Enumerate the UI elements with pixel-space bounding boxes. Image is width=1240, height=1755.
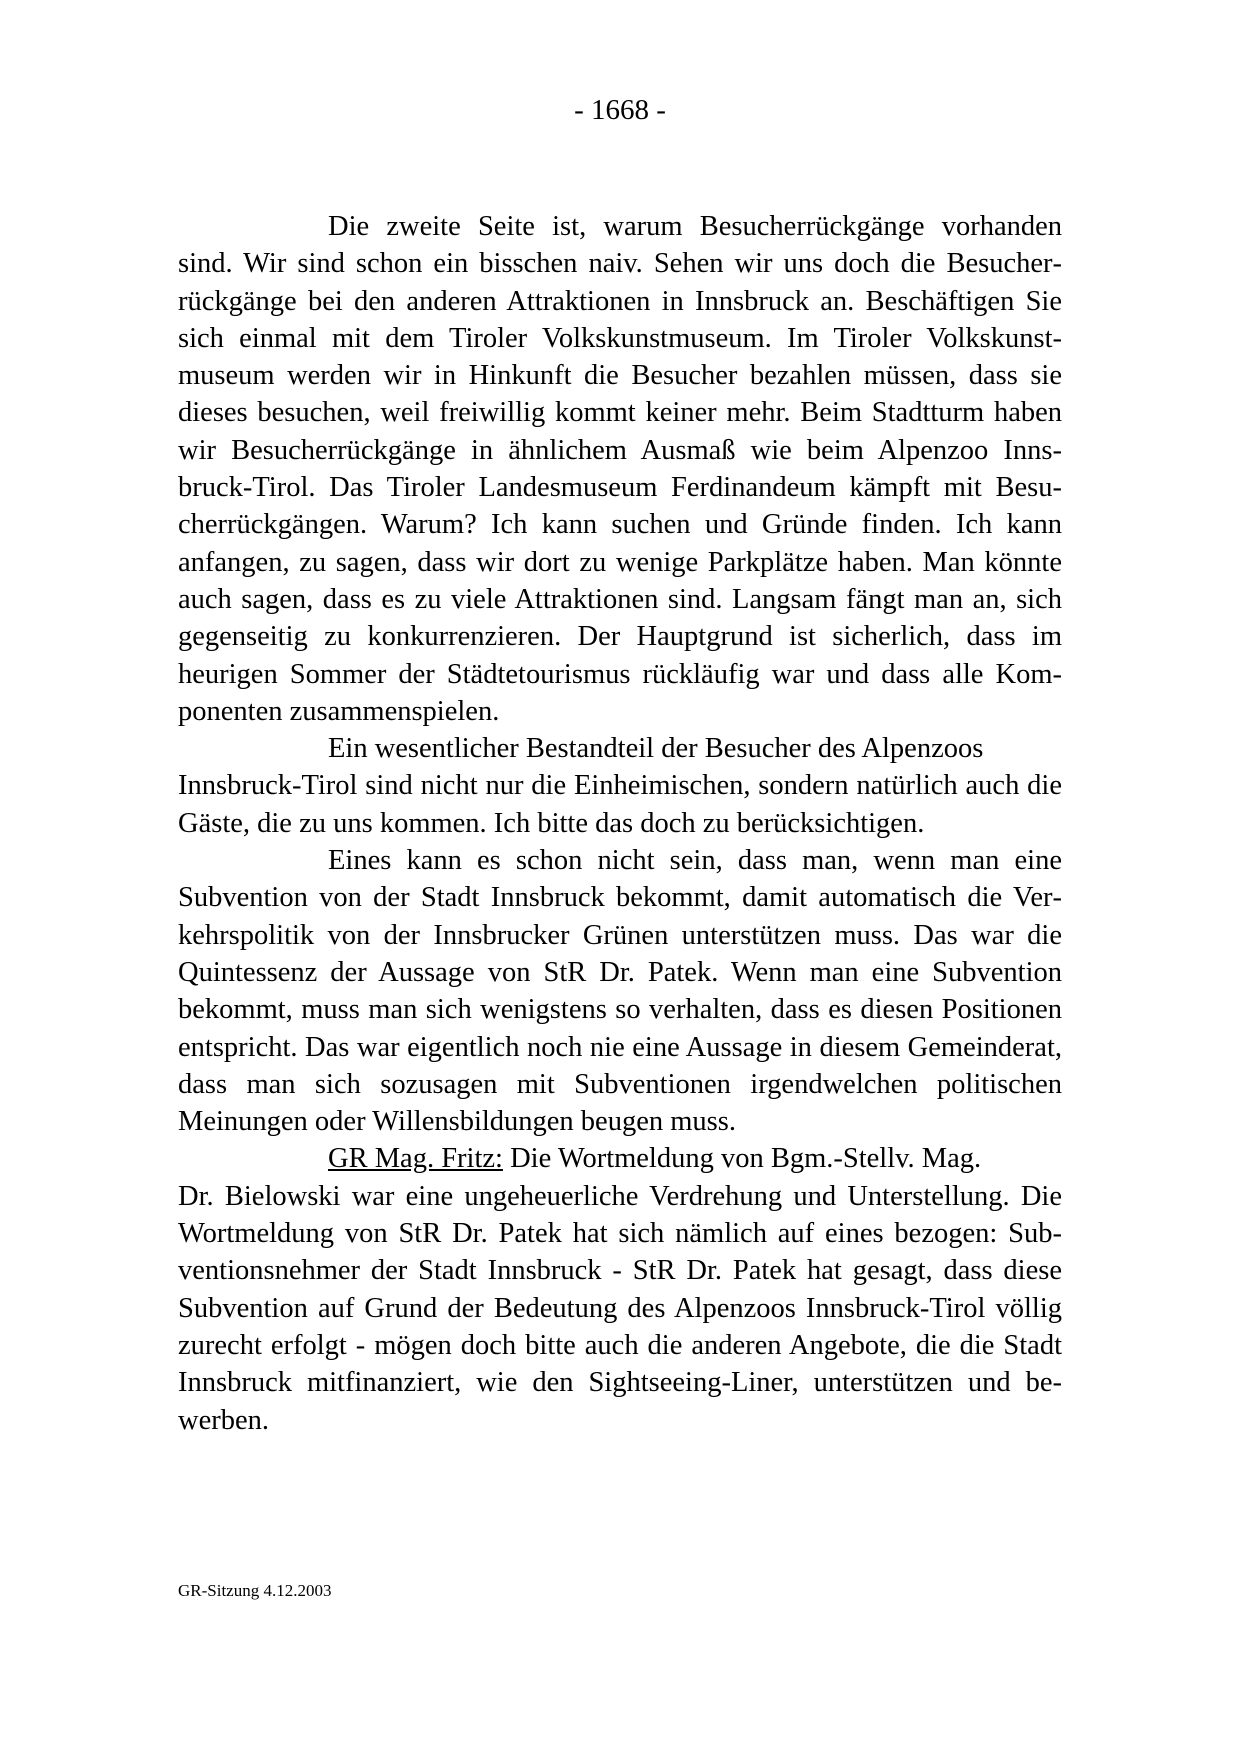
- paragraph-visitor-decline: Die zweite Seite ist, warum Besucherrückgänge vorhanden sind. Wir sind schon ein bisschen naiv. Sehen wir uns doch die Besucherrückgänge bei den anderen Attraktionen in Innsbruck an. Beschäftigen Sie sich einmal mit dem Tiroler Volkskunstmuseum. Im Tiroler Volkskunstmuseum werden wir in Hinkunft die Besucher bezahlen müssen, dass sie dieses besuchen, weil freiwillig kommt keiner mehr. Beim Stadtturm haben wir Besucherrückgänge in ähnlichem Ausmaß wie beim Alpenzoo Innsbruck-Tirol. Das Tiroler Landesmuseum Ferdinandeum kämpft mit Besucherrückgängen. Warum? Ich kann suchen und Gründe finden. Ich kann anfangen, zu sagen, dass wir dort zu wenige Parkplätze haben. Man könnte auch sagen, dass es zu viele Attraktionen sind. Langsam fängt man an, sich gegenseitig zu konkurrenzieren. Der Hauptgrund ist sicherlich, dass im heurigen Sommer der Städtetourismus rückläufig war und dass alle Komponenten zusammenspielen.: [178, 211, 1062, 727]
- paragraph-subvention: Eines kann es schon nicht sein, dass man, wenn man eine Subvention von der Stadt Innsbruck bekommt, damit automatisch die Verkehrspolitik von der Innsbrucker Grünen unterstützen muss. Das war die Quintessenz der Aussage von StR Dr. Patek. Wenn man eine Subvention bekommt, muss man sich wenigstens so verhalten, dass es diesen Positionen entspricht. Das war eigentlich noch nie eine Aussage in diesem Gemeinderat, dass man sich sozusagen mit Subventionen irgendwelchen politischen Meinungen oder Willensbildungen beugen muss.: [178, 845, 1062, 1138]
- speaker-name: GR Mag. Fritz:: [328, 1143, 503, 1175]
- paragraph-fritz-statement: [178, 1140, 1062, 1438]
- paragraph-guests-rest: Innsbruck-Tirol sind nicht nur die Einheimischen, sondern natürlich auch die Gäste, die zu uns kommen. Ich bitte das doch zu berücksichtigen.: [178, 770, 1062, 839]
- paragraph-fritz-first-line: [178, 1140, 1062, 1177]
- paragraph-fritz-rest: Dr. Bielowski war eine ungeheuerliche Verdrehung und Unterstellung. Die Wortmeldung von StR Dr. Patek hat sich nämlich auf eines bezogen: Subventionsnehmer der Stadt Innsbruck - StR Dr. Patek hat gesagt, dass diese Subvention auf Grund der Bedeutung des Alpenzoos Innsbruck-Tirol völlig zurecht erfolgt - mögen doch bitte auch die anderen Angebote, die die Stadt Innsbruck mitfinanziert, wie den Sightseeing-Liner, unterstützen und bewerben.: [178, 1180, 1062, 1436]
- document-body: [178, 208, 1062, 1439]
- paragraph-guests: [178, 730, 1062, 842]
- paragraph-guests-first-line: Ein wesentlicher Bestandteil der Besucher des Alpenzoos: [328, 733, 984, 765]
- footer-session-date: GR-Sitzung 4.12.2003: [178, 1581, 332, 1600]
- paragraph-fritz-first-line-text: Die Wortmeldung von Bgm.-Stellv. Mag.: [502, 1143, 982, 1175]
- page-number: - 1668 -: [574, 94, 666, 126]
